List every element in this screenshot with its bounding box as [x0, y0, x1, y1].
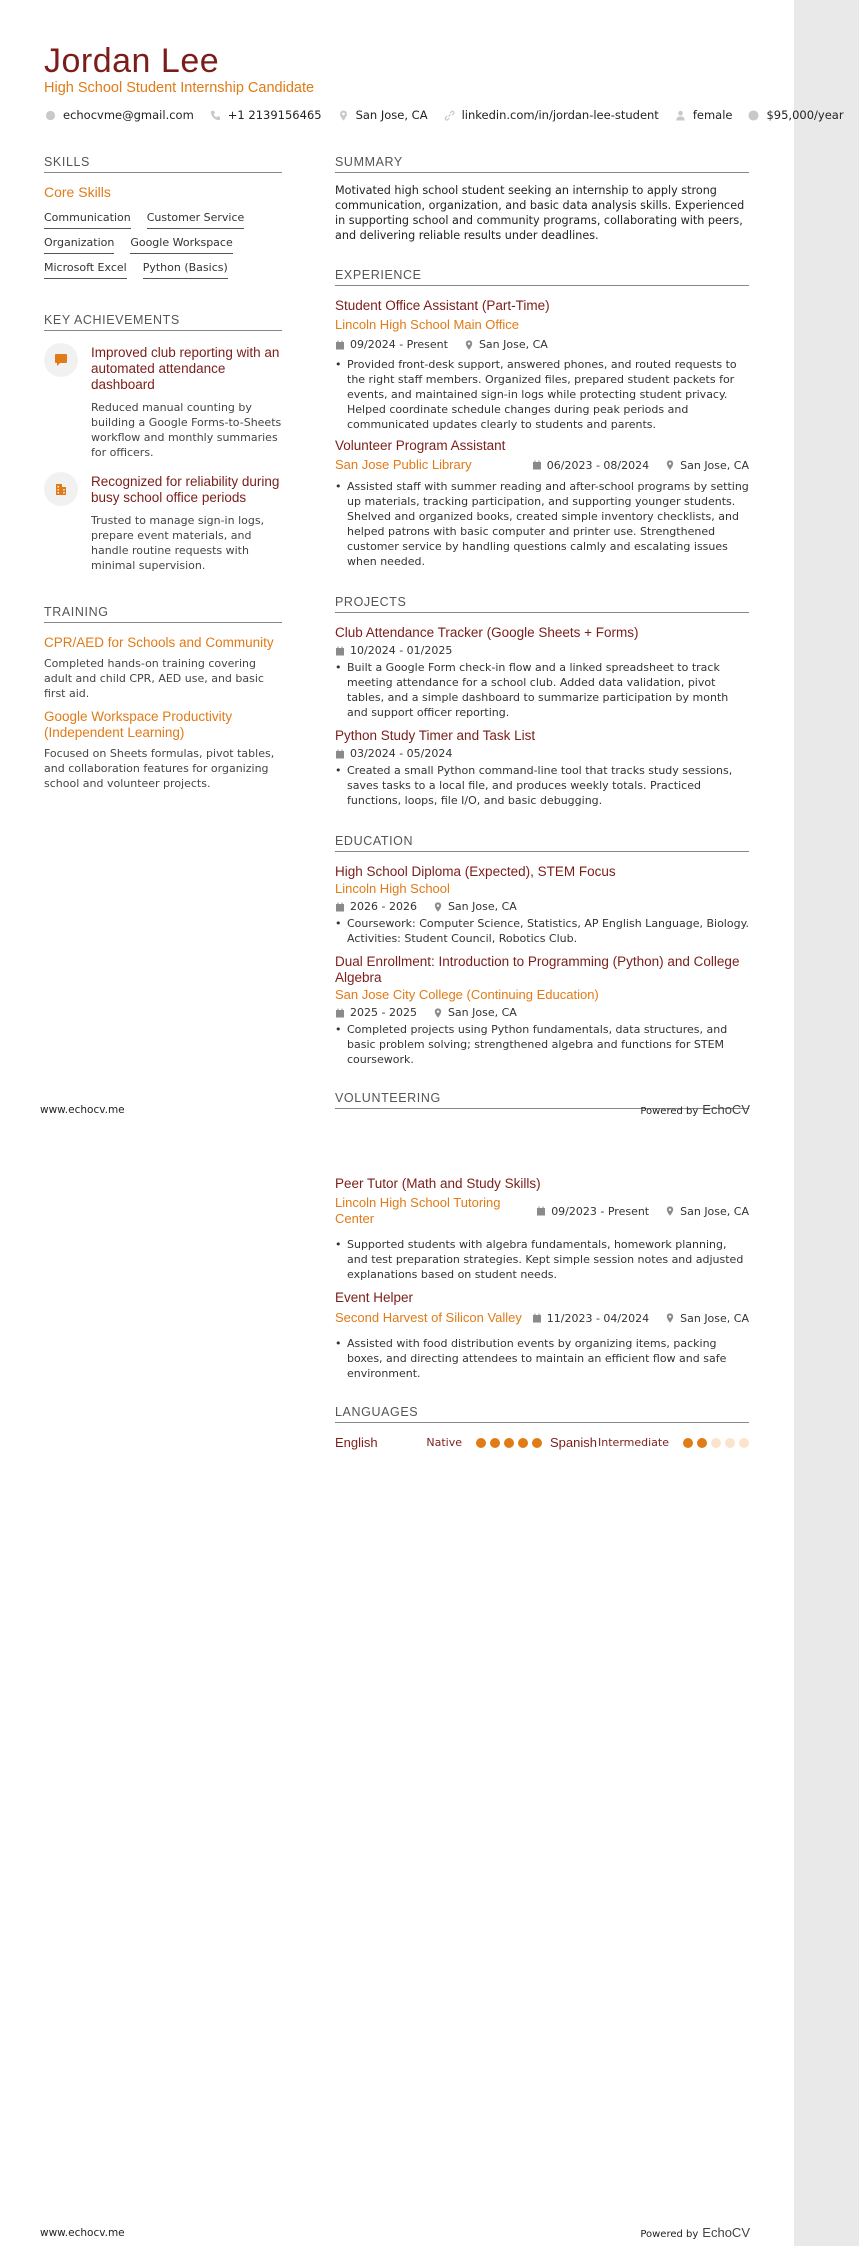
achievements-heading: KEY ACHIEVEMENTS [44, 313, 282, 331]
degree-title: High School Diploma (Expected), STEM Focus [335, 864, 616, 879]
resume-page-1 [0, 0, 844, 1123]
skill-tag: Customer Service [147, 212, 245, 229]
experience-item [335, 298, 749, 432]
bullet-text: • Provided front-desk support, answered phones, and routed requests to the right staff members. Organized files, prepared student packets for events, and maintained sign-in logs while protecting student privacy. Helped coordinate schedule changes during peak periods and communicated updates clearly to students and parents. [335, 357, 749, 432]
link-icon [443, 109, 456, 122]
school-name: Lincoln High School [335, 881, 450, 896]
calendar-icon [532, 1313, 542, 1323]
project-item [335, 625, 749, 720]
skill-tag: Communication [44, 212, 131, 229]
footer-powered-by: Powered by EchoCV [640, 2225, 750, 2240]
summary-text: Motivated high school student seeking an internship to apply strong communication, organization, and basic data analysis skills. Experienced in supporting school and community programs, collaborating with peers, and delivering reliable results under deadlines. [335, 184, 745, 242]
project-title: Club Attendance Tracker (Google Sheets + Forms) [335, 625, 639, 640]
calendar-icon [335, 340, 345, 350]
summary-heading: SUMMARY [335, 155, 749, 173]
training-item [44, 635, 282, 701]
rating-dot-filled [697, 1438, 707, 1448]
rating-dot-empty [711, 1438, 721, 1448]
training-desc: Completed hands-on training covering adult and child CPR, AED use, and basic first aid. [44, 657, 264, 700]
volunteer-title: Event Helper [335, 1290, 414, 1305]
experience-heading: EXPERIENCE [335, 268, 749, 286]
volunteering-heading: VOLUNTEERING [335, 1091, 749, 1109]
person-icon [674, 109, 687, 122]
echocv-logo[interactable]: EchoCV [702, 1102, 750, 1117]
project-item [335, 728, 749, 808]
language-level: Intermediate [598, 1436, 669, 1449]
bullet-text: • Coursework: Computer Science, Statistics, AP English Language, Biology. Activities: Student Council, Robotics Club. [335, 916, 749, 946]
degree-title: Dual Enrollment: Introduction to Programming (Python) and College Algebra [335, 954, 740, 985]
education-meta: 2025 - 2025 San Jose, CA [335, 1006, 749, 1019]
right-column [335, 155, 749, 1109]
location-icon [464, 340, 474, 350]
language-level: Native [426, 1436, 462, 1449]
education-heading: EDUCATION [335, 834, 749, 852]
language-item [335, 1435, 542, 1450]
bullet-text: • Created a small Python command-line tool that tracks study sessions, saves tasks to a local file, and produces weekly totals. Practiced functions, loops, file I/O, and basic debugging. [335, 763, 749, 808]
contact-phone[interactable]: +1 2139156465 [209, 108, 322, 122]
skill-tag: Google Workspace [130, 237, 232, 254]
calendar-icon [335, 749, 345, 759]
core-skills-title: Core Skills [44, 184, 111, 200]
project-meta: 10/2024 - 01/2025 [335, 644, 749, 657]
job-meta: 06/2023 - 08/2024 San Jose, CA [532, 459, 749, 472]
achievement-item [44, 472, 282, 573]
contact-linkedin[interactable]: linkedin.com/in/jordan-lee-student [443, 108, 659, 122]
skills-heading: SKILLS [44, 155, 282, 173]
left-column [44, 155, 282, 791]
project-title: Python Study Timer and Task List [335, 728, 536, 743]
achievement-title: Improved club reporting with an automated attendance dashboard [91, 345, 280, 392]
calendar-icon [335, 1008, 345, 1018]
education-meta: 2026 - 2026 San Jose, CA [335, 900, 749, 913]
footer-website[interactable]: www.echocv.me [40, 2227, 125, 2239]
skill-tag: Microsoft Excel [44, 262, 127, 279]
company-name: San Jose Public Library [335, 457, 472, 472]
chat-icon [44, 343, 78, 377]
rating-dot-filled [490, 1438, 500, 1448]
location-icon [433, 1008, 443, 1018]
rating-dot-empty [739, 1438, 749, 1448]
volunteer-meta: 09/2023 - Present San Jose, CA [536, 1205, 749, 1218]
calendar-icon [335, 646, 345, 656]
company-name: Lincoln High School Main Office [335, 317, 520, 332]
phone-icon [209, 109, 222, 122]
training-title: Google Workspace Productivity (Independent Learning) [44, 709, 233, 740]
location-icon [433, 902, 443, 912]
job-meta: 09/2024 - Present San Jose, CA [335, 338, 749, 351]
job-title: Volunteer Program Assistant [335, 438, 506, 453]
languages-row [335, 1435, 749, 1450]
calendar-icon [536, 1206, 546, 1216]
achievement-desc: Reduced manual counting by building a Google Forms-to-Sheets workflow and monthly summaries for officers. [91, 401, 282, 459]
rating-dot-empty [725, 1438, 735, 1448]
job-title: Student Office Assistant (Part-Time) [335, 298, 550, 313]
volunteer-title: Peer Tutor (Math and Study Skills) [335, 1176, 541, 1191]
achievement-desc: Trusted to manage sign-in logs, prepare event materials, and handle routine requests with minimal supervision. [91, 514, 265, 572]
languages-heading: LANGUAGES [335, 1405, 749, 1423]
contact-email[interactable]: echocvme@gmail.com [44, 108, 194, 122]
calendar-icon [532, 460, 542, 470]
language-name: Spanish [550, 1435, 597, 1450]
projects-heading: PROJECTS [335, 595, 749, 613]
volunteer-org: Lincoln High School Tutoring Center [335, 1195, 501, 1226]
location-icon [337, 109, 350, 122]
email-icon [44, 109, 57, 122]
contact-location: San Jose, CA [337, 108, 428, 122]
language-item [542, 1435, 749, 1450]
bullet-text: • Supported students with algebra fundamentals, homework planning, and test preparation strategies. Kept simple session notes and adjusted explanations based on student needs. [335, 1237, 749, 1282]
project-meta: 03/2024 - 05/2024 [335, 747, 749, 760]
achievement-title: Recognized for reliability during busy school office periods [91, 474, 280, 505]
bullet-text: • Assisted with food distribution events by organizing items, packing boxes, and directing attendees to maintain an efficient flow and safe environment. [335, 1336, 749, 1381]
language-rating [472, 1438, 542, 1448]
resume-page-2 [0, 1123, 794, 2246]
salary-icon [747, 109, 760, 122]
footer-website[interactable]: www.echocv.me [40, 1104, 125, 1116]
education-item [335, 954, 749, 1067]
candidate-name: Jordan Lee [44, 42, 220, 80]
skill-tag: Organization [44, 237, 114, 254]
language-rating [679, 1438, 749, 1448]
volunteer-meta: 11/2023 - 04/2024 San Jose, CA [532, 1312, 749, 1325]
rating-dot-filled [683, 1438, 693, 1448]
location-icon [665, 1313, 675, 1323]
echocv-logo[interactable]: EchoCV [702, 2225, 750, 2240]
contact-salary: $95,000/year [747, 108, 843, 122]
calendar-icon [335, 902, 345, 912]
training-heading: TRAINING [44, 605, 282, 623]
contact-bar [44, 108, 859, 122]
contact-gender: female [674, 108, 733, 122]
volunteer-item [335, 1176, 749, 1282]
education-item [335, 864, 749, 946]
rating-dot-filled [518, 1438, 528, 1448]
rating-dot-filled [476, 1438, 486, 1448]
volunteer-org: Second Harvest of Silicon Valley [335, 1310, 522, 1325]
location-icon [665, 460, 675, 470]
candidate-title: High School Student Internship Candidate [44, 80, 315, 96]
training-desc: Focused on Sheets formulas, pivot tables, and collaboration features for organizing school and volunteer projects. [44, 747, 275, 790]
bullet-text: • Completed projects using Python fundamentals, data structures, and basic problem solving; strengthened algebra and functions for STEM coursework. [335, 1022, 749, 1067]
bullet-text: • Built a Google Form check-in flow and a linked spreadsheet to track meeting attendance for a school club. Added data validation, pivot tables, and a simple dashboard to summarize participation by month and support officer reporting. [335, 660, 749, 720]
location-icon [665, 1206, 675, 1216]
language-name: English [335, 1435, 378, 1450]
rating-dot-filled [532, 1438, 542, 1448]
achievement-item [44, 343, 282, 460]
building-icon [44, 472, 78, 506]
bullet-text: • Assisted staff with summer reading and after-school programs by setting up materials, tracking participation, and supporting younger students. Shelved and organized books, created simple inventory checklists, and helped patrons with basic computer and printer use. Strengthened customer service by handling questions calmly and escalating issues when needed. [335, 479, 749, 569]
footer-powered-by: Powered by EchoCV [640, 1102, 750, 1117]
skill-tag: Python (Basics) [143, 262, 228, 279]
experience-item [335, 438, 749, 569]
school-name: San Jose City College (Continuing Education) [335, 987, 599, 1002]
rating-dot-filled [504, 1438, 514, 1448]
training-title: CPR/AED for Schools and Community [44, 635, 274, 650]
training-item [44, 709, 282, 791]
skills-list [44, 204, 282, 279]
volunteer-item [335, 1290, 749, 1381]
right-column-continued [335, 1176, 749, 1450]
